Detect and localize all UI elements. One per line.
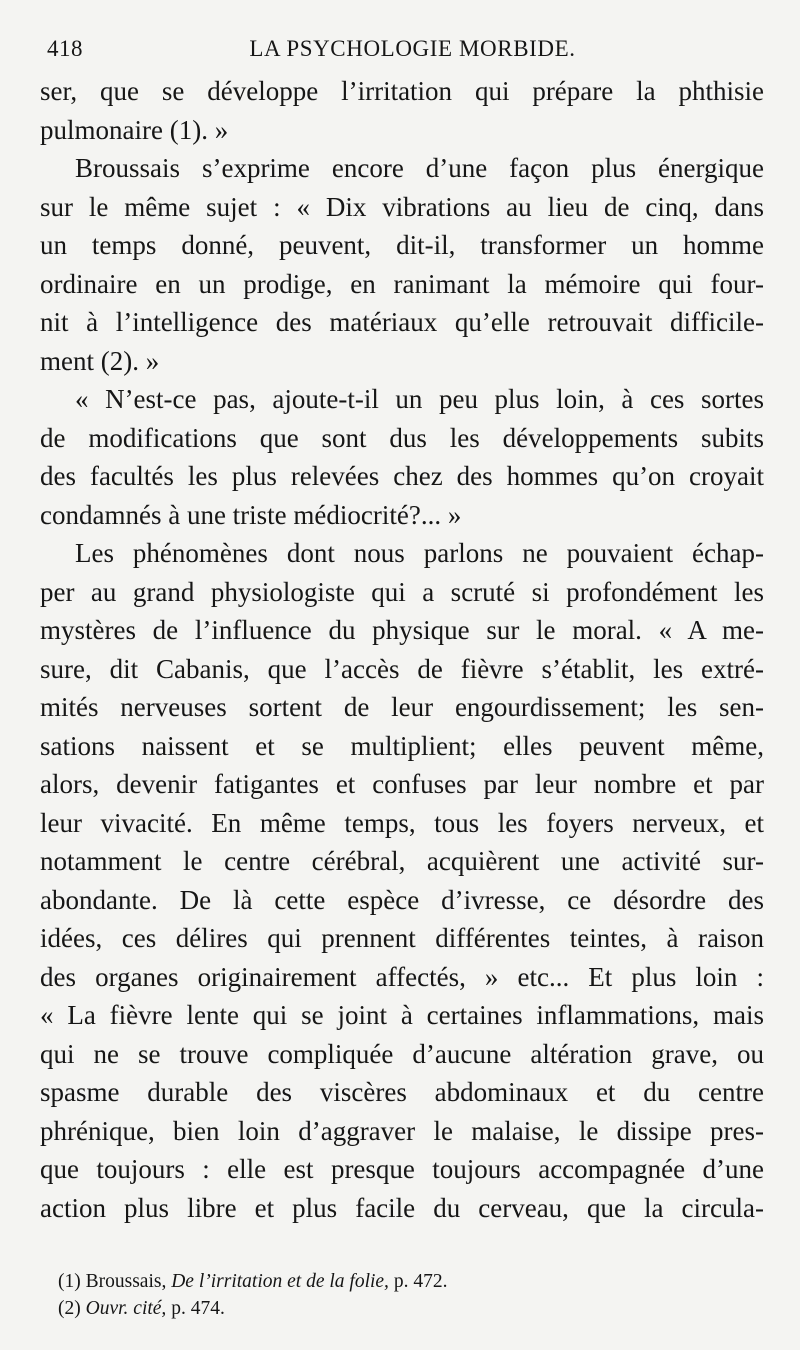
text-line: des organes originairement affectés, » etc... Et plus loin : <box>40 961 764 992</box>
text-line: qui ne se trouve compliquée d’aucune altération grave, ou <box>40 1038 764 1069</box>
text-line: un temps donné, peuvent, dit-il, transformer un homme <box>40 230 764 260</box>
text-line: que toujours : elle est presque toujours accompagnée d’une <box>40 1154 764 1184</box>
footnote-marker: (1) <box>58 1271 81 1292</box>
text-line: « N’est-ce pas, ajoute-t-il un peu plus loin, à ces sortes <box>75 384 764 414</box>
body-text <box>40 72 764 1227</box>
footnote-2 <box>58 1295 658 1322</box>
text-line: idées, ces délires qui prennent différentes teintes, à raison <box>40 923 764 953</box>
text-line: abondante. De là cette espèce d’ivresse, ce désordre des <box>40 884 764 915</box>
text-line: spasme durable des viscères abdominaux et du centre <box>40 1077 764 1107</box>
text-line: de modifications que sont dus les développements subits <box>40 422 764 453</box>
text-line: ordinaire en un prodige, en ranimant la mémoire qui four- <box>40 268 764 299</box>
text-line: condamnés à une triste médiocrité?... » <box>40 499 462 530</box>
text-line: pulmonaire (1). » <box>40 114 229 145</box>
running-title: LA PSYCHOLOGIE MORBIDE. <box>249 36 576 61</box>
footnote-page: p. 474. <box>171 1298 225 1319</box>
text-line: mystères de l’influence du physique sur le moral. « A me- <box>40 615 764 645</box>
text-line: per au grand physiologiste qui a scruté si profondément les <box>40 576 764 607</box>
footnote-title: Ouvr. cité, <box>85 1298 167 1319</box>
text-line: sure, dit Cabanis, que l’accès de fièvre s’établit, les extré- <box>40 653 764 684</box>
text-line: des facultés les plus relevées chez des hommes qu’on croyait <box>40 461 764 491</box>
text-line: leur vivacité. En même temps, tous les foyers nerveux, et <box>40 807 764 838</box>
page-header <box>40 36 785 66</box>
text-line: mités nerveuses sortent de leur engourdissement; les sen- <box>40 692 764 722</box>
text-line: Les phénomènes dont nous parlons ne pouvaient échap- <box>75 538 764 568</box>
footnote-page: p. 472. <box>393 1271 448 1292</box>
footnote-author: Broussais, <box>85 1271 167 1292</box>
page-number: 418 <box>47 36 83 61</box>
text-line: notamment le centre cérébral, acquièrent une activité sur- <box>40 846 764 876</box>
text-line: ment (2). » <box>40 345 160 376</box>
text-line: ser, que se développe l’irritation qui prépare la phthisie <box>40 76 764 106</box>
footnotes <box>58 1268 658 1322</box>
text-line: « La fièvre lente qui se joint à certaines inflammations, mais <box>40 1000 764 1030</box>
text-line: phrénique, bien loin d’aggraver le malaise, le dissipe pres- <box>40 1115 764 1146</box>
footnote-title: De l’irritation et de la folie, <box>171 1271 389 1292</box>
footnote-marker: (2) <box>58 1298 81 1319</box>
text-line: nit à l’intelligence des matériaux qu’elle retrouvait difficile- <box>40 307 764 337</box>
text-line: sur le même sujet : « Dix vibrations au lieu de cinq, dans <box>40 191 764 222</box>
footnote-1 <box>58 1268 658 1295</box>
text-line: Broussais s’exprime encore d’une façon plus énergique <box>75 153 764 183</box>
text-line: sations naissent et se multiplient; elles peuvent même, <box>40 730 764 761</box>
text-line: alors, devenir fatigantes et confuses par leur nombre et par <box>40 769 764 799</box>
text-line: action plus libre et plus facile du cerveau, que la circula- <box>40 1192 764 1223</box>
